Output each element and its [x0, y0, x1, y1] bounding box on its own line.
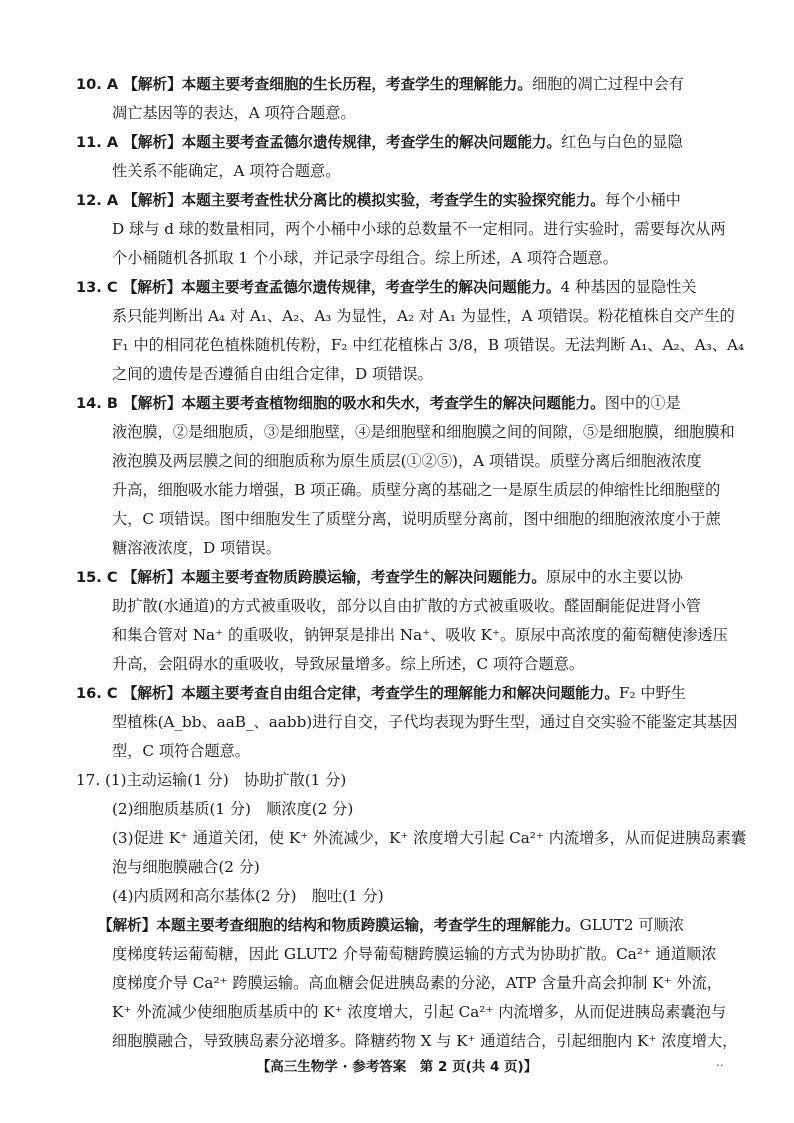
- text-line: [76, 940, 762, 969]
- text-line: [76, 186, 726, 215]
- line-text: 个小桶随机各抓取 1 个小球，并记录字母组合。综上所述，A 项符合题意。: [112, 249, 618, 267]
- text-line: [76, 476, 762, 505]
- text-line: [76, 389, 726, 418]
- text-line: [76, 911, 748, 940]
- text-line: [76, 708, 762, 737]
- line-text: (4)内质网和高尔基体(2 分) 胞吐(1 分): [112, 887, 384, 905]
- text-line: [76, 331, 762, 360]
- text-line: [76, 99, 762, 128]
- text-line: [76, 882, 762, 911]
- text-line: [76, 969, 762, 998]
- line-text: 升高，细胞吸水能力增强，B 项正确。质壁分离的基础之一是原生质层的伸缩性比细胞壁的: [112, 481, 721, 499]
- line-text: 细胞膜融合，导致胰岛素分泌增多。降糖药物 X 与 K⁺ 通道结合，引起细胞内 K⁺ 浓度增大，: [112, 1032, 738, 1050]
- line-text: 17. (1)主动运输(1 分) 协助扩散(1 分): [76, 771, 347, 789]
- line-text: F₁ 中的相同花色植株随机传粉，F₂ 中红花植株占 3/8，B 项错误。无法判断 A₁、A₂、A₃、A₄: [112, 336, 745, 354]
- analysis-heading: 【解析】本题主要考查细胞的结构和物质跨膜运输，考查学生的理解能力。: [98, 917, 580, 934]
- corner-mark: ..: [716, 1055, 724, 1069]
- analysis-heading: 12. A 【解析】本题主要考查性状分离比的模拟实验，考查学生的实验探究能力。: [76, 192, 605, 209]
- line-text: 图中的①是: [604, 394, 681, 412]
- text-line: [76, 1027, 762, 1056]
- text-line: [76, 215, 762, 244]
- analysis-heading: 14. B 【解析】本题主要考查植物细胞的吸水和失水，考查学生的解决问题能力。: [76, 395, 605, 412]
- line-text: GLUT2 可顺浓: [579, 916, 684, 934]
- text-line: [76, 505, 762, 534]
- line-text: 和集合管对 Na⁺ 的重吸收，钠钾泵是排出 Na⁺、吸收 K⁺。原尿中高浓度的葡萄糖使渗透压: [112, 626, 728, 644]
- text-line: [76, 302, 762, 331]
- line-text: 液泡膜，②是细胞质，③是细胞壁，④是细胞壁和细胞膜之间的间隙，⑤是细胞膜，细胞膜和: [112, 423, 735, 441]
- text-line: [76, 592, 762, 621]
- line-text: (3)促进 K⁺ 通道关闭，使 K⁺ 外流减少，K⁺ 浓度增大引起 Ca²⁺ 内流增多，从而促进胰岛素囊: [112, 829, 747, 847]
- text-line: [76, 795, 762, 824]
- line-text: 型植株(A_bb、aaB_、aabb)进行自交，子代均表现为野生型，通过自交实验不能鉴定其基因: [112, 713, 738, 731]
- line-text: 细胞的凋亡过程中会有: [531, 75, 684, 93]
- text-line: [76, 563, 726, 592]
- text-line: [76, 244, 762, 273]
- page-footer: 【高三生物学 · 参考答案 第 2 页(共 4 页)】: [256, 1059, 538, 1075]
- text-line: [76, 853, 762, 882]
- text-line: [76, 447, 762, 476]
- line-text: 红色与白色的显隐: [561, 133, 683, 151]
- analysis-heading: 10. A 【解析】本题主要考查细胞的生长历程，考查学生的理解能力。: [76, 76, 532, 93]
- line-text: 大，C 项错误。图中细胞发生了质壁分离，说明质壁分离前，图中细胞的细胞液浓度小于蔗: [112, 510, 721, 528]
- text-line: [76, 766, 726, 795]
- line-text: 4 种基因的显隐性关: [560, 278, 697, 296]
- text-line: [76, 621, 762, 650]
- line-text: 升高，会阻碍水的重吸收，导致尿量增多。综上所述，C 项符合题意。: [112, 655, 585, 673]
- line-text: (2)细胞质基质(1 分) 顺浓度(2 分): [112, 800, 354, 818]
- line-text: 液泡膜及两层膜之间的细胞质称为原生质层(①②⑤)，A 项错误。质壁分离后细胞液浓度: [112, 452, 702, 470]
- text-line: [76, 679, 726, 708]
- line-text: 糖溶液浓度，D 项错误。: [112, 539, 281, 557]
- line-text: 原尿中的水主要以协: [545, 568, 683, 586]
- text-line: [76, 534, 762, 563]
- text-line: [76, 418, 762, 447]
- analysis-heading: 13. C 【解析】本题主要考查孟德尔遗传规律，考查学生的解决问题能力。: [76, 279, 561, 296]
- text-line: [76, 360, 762, 389]
- text-line: [76, 157, 762, 186]
- analysis-heading: 16. C 【解析】本题主要考查自由组合定律，考查学生的理解能力和解决问题能力。: [76, 685, 619, 702]
- line-text: 性关系不能确定，A 项符合题意。: [112, 162, 341, 180]
- line-text: F₂ 中野生: [618, 684, 686, 702]
- analysis-heading: 15. C 【解析】本题主要考查物质跨膜运输，考查学生的解决问题能力。: [76, 569, 546, 586]
- text-line: [76, 737, 762, 766]
- line-text: 系只能判断出 A₄ 对 A₁、A₂、A₃ 为显性，A₂ 对 A₁ 为显性，A 项错误。粉花植株自交产生的: [112, 307, 735, 325]
- analysis-heading: 11. A 【解析】本题主要考查孟德尔遗传规律，考查学生的解决问题能力。: [76, 134, 562, 151]
- text-line: [76, 824, 762, 853]
- line-text: 度梯度转运葡萄糖，因此 GLUT2 介导葡萄糖跨膜运输的方式为协助扩散。Ca²⁺ 通道顺浓: [112, 945, 717, 963]
- line-text: K⁺ 外流减少使细胞质基质中的 K⁺ 浓度增大，引起 Ca²⁺ 内流增多，从而促进胰岛素囊泡与: [112, 1003, 727, 1021]
- line-text: 凋亡基因等的表达，A 项符合题意。: [112, 104, 356, 122]
- text-line: [76, 273, 726, 302]
- line-text: 助扩散(水通道)的方式被重吸收，部分以自由扩散的方式被重吸收。醛固酮能促进肾小管: [112, 597, 701, 615]
- line-text: 之间的遗传是否遵循自由组合定律，D 项错误。: [112, 365, 433, 383]
- line-text: 每个小桶中: [604, 191, 681, 209]
- text-line: [76, 650, 762, 679]
- text-line: [76, 128, 726, 157]
- text-line: [76, 70, 726, 99]
- line-text: 型，C 项符合题意。: [112, 742, 250, 760]
- text-line: [76, 998, 762, 1027]
- line-text: D 球与 d 球的数量相同，两个小桶中小球的总数量不一定相同。进行实验时，需要每次从两: [112, 220, 726, 238]
- line-text: 泡与细胞膜融合(2 分): [112, 858, 260, 876]
- line-text: 度梯度介导 Ca²⁺ 跨膜运输。高血糖会促进胰岛素的分泌，ATP 含量升高会抑制 K⁺ 外流，: [112, 974, 722, 992]
